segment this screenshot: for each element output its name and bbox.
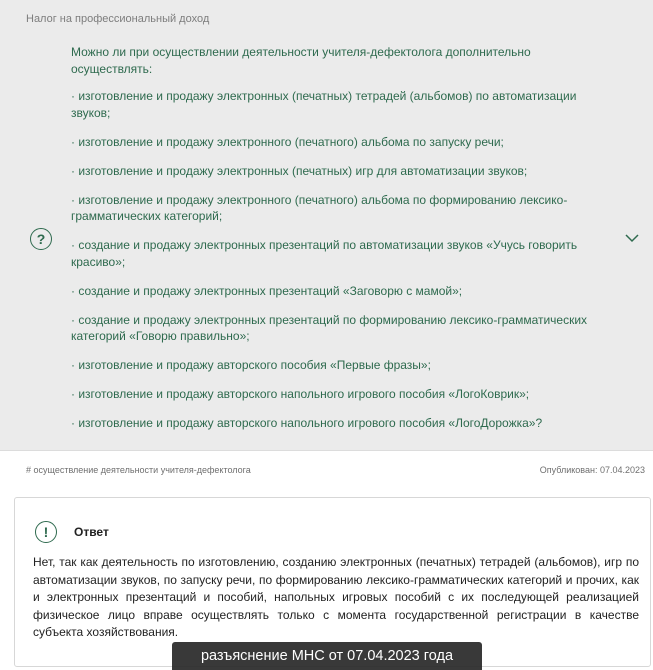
published-date: Опубликован: 07.04.2023 <box>539 465 645 475</box>
question-item: · изготовление и продажу электронных (печатных) игр для автоматизации звуков; <box>71 163 528 178</box>
question-item: · изготовление и продажу авторского напольного игрового пособия «ЛогоКоврик»; <box>71 387 530 401</box>
question-circle-icon: ? <box>30 228 52 250</box>
question-body <box>71 44 601 444</box>
question-title: Можно ли при осуществлении деятельности учителя-дефектолога дополнительно осуществлять: <box>71 45 531 76</box>
chevron-down-icon[interactable] <box>624 232 640 244</box>
question-item: · изготовление и продажу авторского пособия «Первые фразы»; <box>71 358 431 372</box>
answer-title: Ответ <box>74 525 109 539</box>
question-item: · изготовление и продажу электронного (печатного) альбома по запуску речи; <box>71 134 504 149</box>
exclamation-circle-icon: ! <box>35 521 57 543</box>
question-item: · изготовление и продажу авторского напольного игрового пособия «ЛогоДорожка»? <box>71 416 543 430</box>
question-item: · изготовление и продажу электронных (печатных) тетрадей (альбомов) по автоматизации звуков; <box>71 89 577 120</box>
category-label: Налог на профессиональный доход <box>26 13 210 25</box>
question-item: · создание и продажу электронных презентаций по автоматизации звуков «Учусь говорить красиво»; <box>71 238 578 269</box>
answer-text: Нет, так как деятельность по изготовлению, созданию электронных (печатных) тетрадей (альбомов), игр по автоматизации звуков, по запуску речи, по формированию лексико-грамматических категорий и прочих, как и электронных презентаций и пособий, напольных игровых пособий с их последующей реализацией физическое лицо вправе осуществлять только с момента государственной регистрации в качестве субъекта хозяйствования. <box>33 555 639 639</box>
caption-banner: разъяснение МНС от 07.04.2023 года <box>172 642 482 670</box>
hashtag-link[interactable]: # осуществление деятельности учителя-дефектолога <box>26 465 251 475</box>
question-item: · изготовление и продажу электронного (печатного) альбома по формированию лексико-грамматических категорий; <box>71 192 568 223</box>
question-item: · создание и продажу электронных презентаций по формированию лексико-грамматических категорий «Говорю правильно»; <box>71 312 588 343</box>
question-item: · создание и продажу электронных презентаций «Заговорю с мамой»; <box>71 283 463 298</box>
